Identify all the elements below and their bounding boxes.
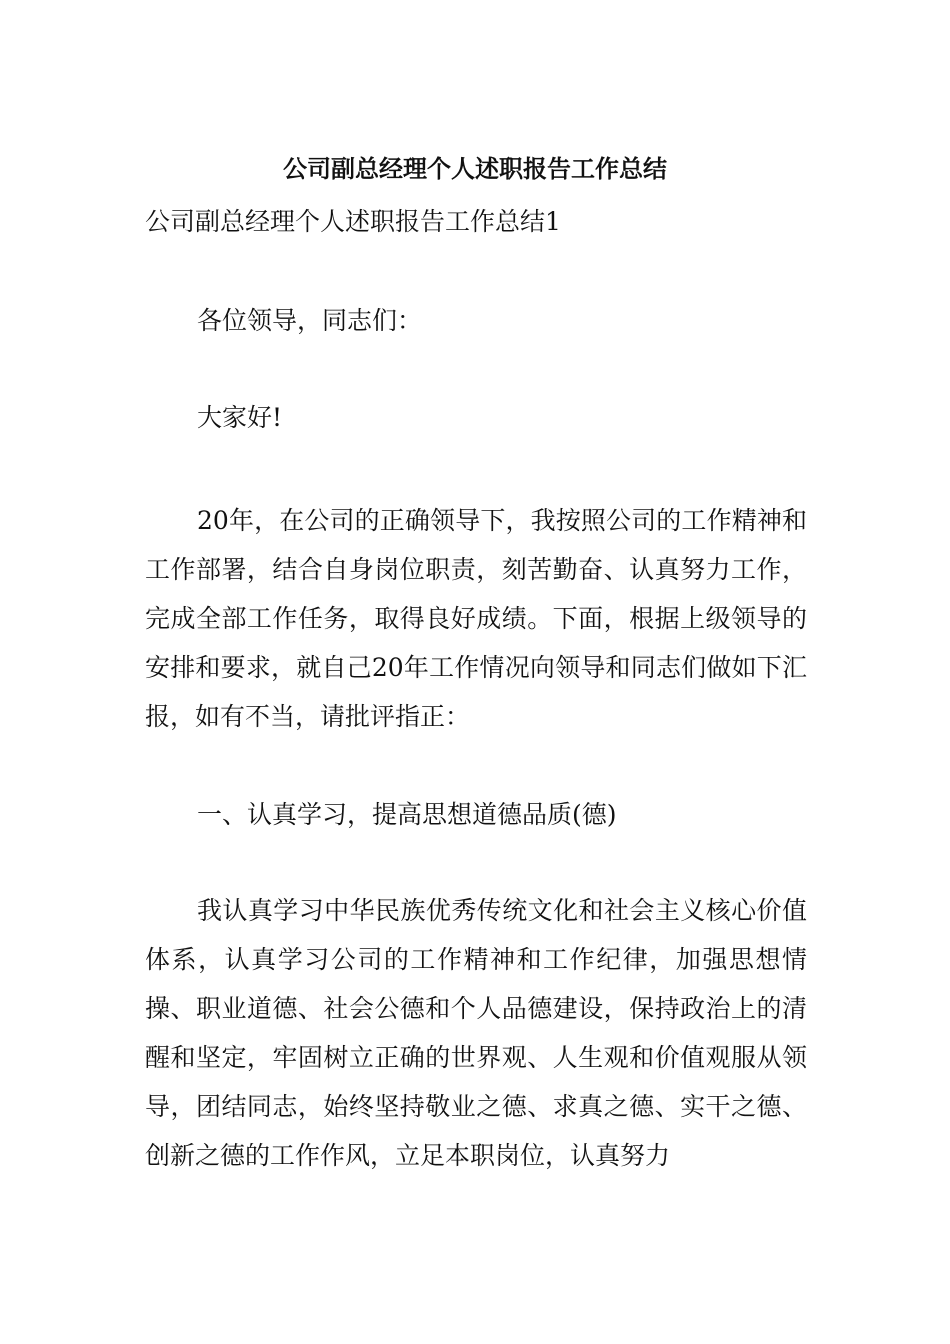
hello-paragraph: 大家好!	[197, 403, 283, 432]
intro-paragraph: 20年，在公司的正确领导下，我按照公司的工作精神和工作部署，结合自身岗位职责，刻苦勤奋、认真努力工作，完成全部工作任务，取得良好成绩。下面，根据上级领导的安排和要求，就自己20年工作情况向领导和同志们做如下汇报，如有不当，请批评指正：	[145, 506, 807, 731]
section-heading-1: 一、认真学习，提高思想道德品质(德)	[197, 800, 617, 829]
greeting-paragraph: 各位领导，同志们：	[197, 306, 423, 335]
section-1-paragraph: 我认真学习中华民族优秀传统文化和社会主义核心价值体系，认真学习公司的工作精神和工作纪律，加强思想情操、职业道德、社会公德和个人品德建设，保持政治上的清醒和坚定，牢固树立正确的世界观、人生观和价值观服从领导，团结同志，始终坚持敬业之德、求真之德、实干之德、创新之德的工作作风，立足本职岗位，认真努力	[145, 896, 807, 1170]
document-title: 公司副总经理个人述职报告工作总结	[283, 154, 667, 183]
document-subtitle: 公司副总经理个人述职报告工作总结1	[145, 207, 561, 236]
